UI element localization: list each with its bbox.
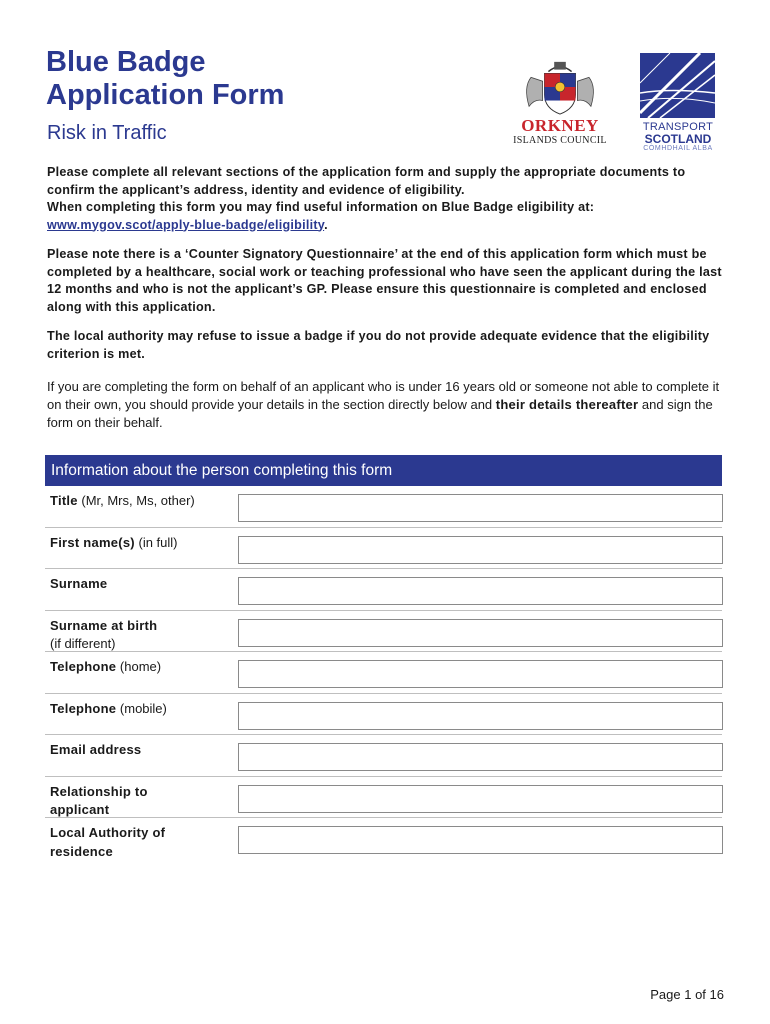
form-row-telephone-home (45, 652, 722, 694)
form-row-email (45, 735, 722, 777)
field-label (50, 492, 235, 511)
field-label-bold: Telephone (50, 700, 117, 716)
field-label (50, 741, 235, 760)
local-authority-field[interactable] (238, 826, 723, 854)
telephone-mobile-field[interactable] (238, 702, 723, 730)
first-names-field[interactable] (238, 536, 723, 564)
transport-scotland-line-1: TRANSPORT (642, 121, 714, 133)
form-row-telephone-mobile (45, 694, 722, 736)
transport-scotland-line-3: CÒMHDHAIL ALBA (643, 145, 713, 152)
field-label-note: (Mr, Mrs, Ms, other) (77, 493, 195, 508)
orkney-subtitle: ISLANDS COUNCIL (513, 135, 607, 146)
field-label (50, 534, 235, 553)
field-label-note: (mobile) (116, 700, 167, 716)
email-field[interactable] (238, 743, 723, 771)
eligibility-link[interactable]: www.mygov.scot/apply-blue-badge/eligibility (47, 217, 325, 232)
orkney-name: ORKNEY (521, 116, 599, 135)
field-label-note: (if different) (50, 636, 116, 651)
relationship-field[interactable] (238, 785, 723, 813)
field-label-note: (in full) (134, 534, 178, 550)
field-label-bold: Telephone (50, 659, 117, 674)
form-rows (45, 486, 722, 860)
transport-scotland-logo-icon (640, 53, 715, 118)
field-label (50, 824, 175, 861)
page-subtitle: Risk in Traffic (47, 122, 167, 144)
transport-scotland-line-2: SCOTLAND (644, 132, 712, 146)
intro-p1: Please complete all relevant sections of the application form and supply the appropriate documents to confirm the applicant’s address, identity and evidence of eligibility. (47, 165, 686, 197)
intro-p4b: their details thereafter (495, 397, 639, 412)
field-label-bold: Relationship to applicant (50, 783, 148, 817)
field-label (50, 617, 235, 654)
section-header: Information about the person completing this form (45, 455, 722, 486)
form-row-first-names (45, 528, 722, 570)
form-row-relationship (45, 777, 722, 819)
page-number: Page 1 of 16 (650, 987, 724, 1002)
field-label-bold: First name(s) (50, 534, 135, 550)
field-label (50, 658, 235, 677)
title-line-2: Application Form (46, 79, 285, 111)
field-label-bold: Surname at birth (50, 617, 158, 633)
intro-paragraph-3: The local authority may refuse to issue a badge if you do not provide adequate evidence that the eligibility criterion is met. (47, 329, 710, 361)
field-label-note: (home) (116, 659, 162, 674)
intro-p1b: When completing this form you may find useful information on Blue Badge eligibility at: (47, 200, 595, 214)
orkney-coat-of-arms-icon (510, 58, 610, 116)
intro-paragraph-2: Please note there is a ‘Counter Signatory Questionnaire’ at the end of this application form which must be completed by a healthcare, social work or teaching professional who have seen the applicant during the last 12 months and who is not the applicant’s GP. Please ensure this questionnaire is completed and enclosed along with this application. (47, 247, 722, 314)
field-label-bold: Email address (50, 742, 142, 757)
form-row-surname (45, 569, 722, 611)
title-line-1: Blue Badge (46, 46, 206, 78)
intro-p4a: If you are completing the form on behalf of an applicant who is under 16 years old or someone not able to complete it on their own, you should provide your details in the section directly below and (47, 379, 720, 412)
intro-paragraph-1 (47, 164, 727, 234)
surname-field[interactable] (238, 577, 723, 605)
field-label-bold: Title (50, 493, 78, 508)
title-field[interactable] (238, 494, 723, 522)
field-label-bold: Surname (50, 576, 108, 591)
intro-paragraph-4 (47, 378, 727, 432)
intro-p4c: and sign the form on their behalf. (47, 397, 713, 430)
field-label-bold: Local Authority of residence (50, 825, 166, 859)
field-label (50, 575, 235, 594)
page-title (46, 46, 284, 112)
form-row-surname-at-birth (45, 611, 722, 653)
intro-text (47, 164, 727, 444)
telephone-home-field[interactable] (238, 660, 723, 688)
surname-at-birth-field[interactable] (238, 619, 723, 647)
form-row-local-authority (45, 818, 722, 860)
field-label (50, 783, 180, 820)
form-row-title (45, 486, 722, 528)
field-label (50, 700, 235, 719)
link-suffix: . (324, 217, 328, 232)
